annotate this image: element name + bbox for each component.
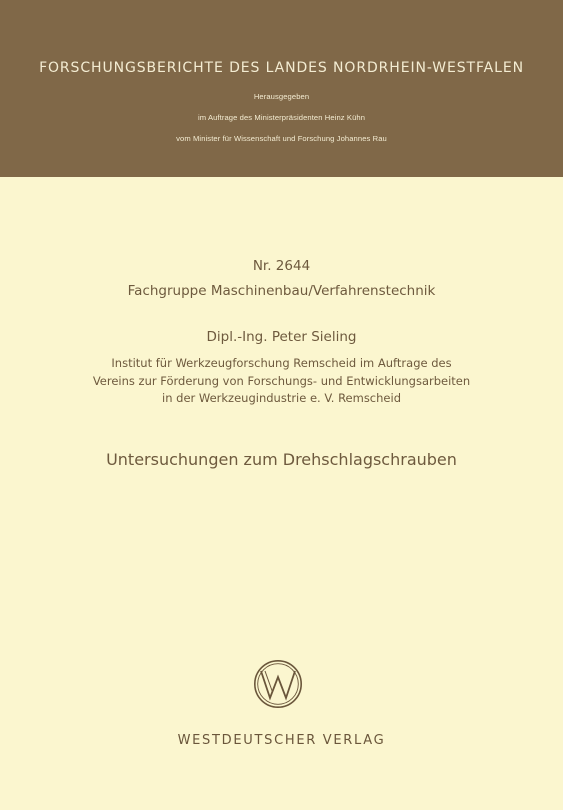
institute-line: in der Werkzeugindustrie e. V. Remscheid [162,391,401,405]
commission-line: im Auftrage des Ministerpräsidenten Heinz Kühn [197,113,366,122]
cover-header-band [0,0,563,177]
institute-text [0,355,563,408]
report-number: Nr. 2644 [252,258,311,274]
institute-line: Vereins zur Förderung von Forschungs- und Entwicklungsarbeiten [92,373,471,388]
subject-group: Fachgruppe Maschinenbau/Verfahrenstechnik [127,283,436,299]
author-name: Dipl.-Ing. Peter Sieling [206,329,357,345]
book-title: Untersuchungen zum Drehschlagschrauben [106,450,457,469]
editor-label: Herausgegeben [253,92,310,101]
institute-line: Institut für Werkzeugforschung Remscheid im Auftrage des [111,356,452,370]
minister-line: vom Minister für Wissenschaft und Forschung Johannes Rau [176,134,387,143]
publisher-name: WESTDEUTSCHER VERLAG [177,733,386,748]
westdeutscher-verlag-logo-icon [253,659,303,709]
series-title: FORSCHUNGSBERICHTE DES LANDES NORDRHEIN-WESTFALEN [39,60,524,76]
